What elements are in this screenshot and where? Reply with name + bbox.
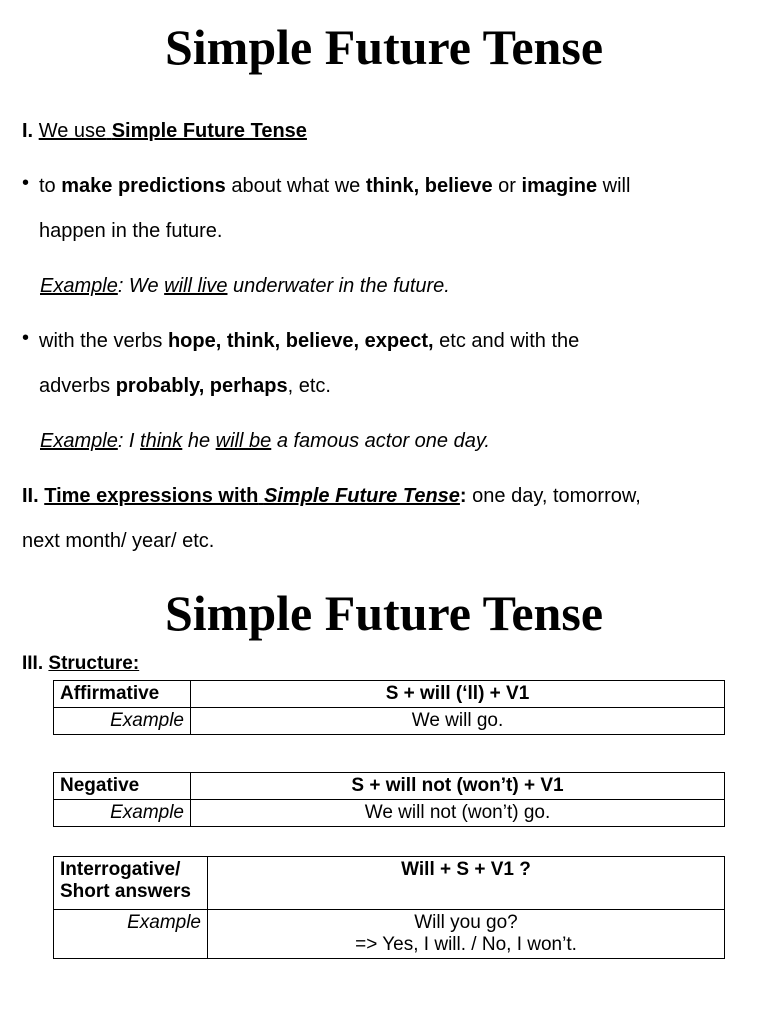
table-row bbox=[54, 681, 725, 708]
interrogative-table bbox=[53, 856, 725, 959]
table-row bbox=[54, 910, 725, 959]
bullet-2-line-1: with the verbs hope, think, believe, expect, etc and with the bbox=[39, 330, 580, 352]
bullet-1-line-1: to make predictions about what we think, believe or imagine will bbox=[39, 175, 631, 197]
bullet-2-line-2: adverbs probably, perhaps, etc. bbox=[39, 375, 331, 397]
table-label: Affirmative bbox=[54, 681, 191, 708]
table-row bbox=[54, 708, 725, 735]
section-2-heading: II. Time expressions with Simple Future Tense: one day, tomorrow, bbox=[22, 485, 641, 507]
table-formula: Will + S + V1 ? bbox=[208, 857, 725, 910]
section-3-heading: III. Structure: bbox=[22, 653, 140, 674]
table-row bbox=[54, 800, 725, 827]
page-title-2: Simple Future Tense bbox=[164, 585, 604, 641]
table-row bbox=[54, 773, 725, 800]
table-example: We will go. bbox=[191, 708, 725, 735]
table-example-label: Example bbox=[54, 800, 191, 827]
table-label: Negative bbox=[54, 773, 191, 800]
section-2-line-2: next month/ year/ etc. bbox=[22, 530, 215, 552]
table-example-label: Example bbox=[54, 708, 191, 735]
example-1: Example: We will live underwater in the future. bbox=[40, 275, 450, 297]
page-title: Simple Future Tense bbox=[164, 19, 604, 75]
bullet-1-line-2: happen in the future. bbox=[39, 220, 223, 242]
bullet-icon: • bbox=[22, 327, 30, 349]
table-label: Interrogative/ Short answers bbox=[54, 857, 208, 910]
table-formula: S + will not (won’t) + V1 bbox=[191, 773, 725, 800]
negative-table bbox=[53, 772, 725, 827]
example-2: Example: I think he will be a famous actor one day. bbox=[40, 430, 490, 452]
table-example: Will you go? => Yes, I will. / No, I won’t. bbox=[208, 910, 725, 959]
affirmative-table bbox=[53, 680, 725, 735]
table-example: We will not (won’t) go. bbox=[191, 800, 725, 827]
table-example-label: Example bbox=[54, 910, 208, 959]
table-row bbox=[54, 857, 725, 910]
bullet-icon: • bbox=[22, 172, 30, 194]
section-1-heading: I. We use Simple Future Tense bbox=[22, 120, 307, 142]
table-formula: S + will (‘ll) + V1 bbox=[191, 681, 725, 708]
